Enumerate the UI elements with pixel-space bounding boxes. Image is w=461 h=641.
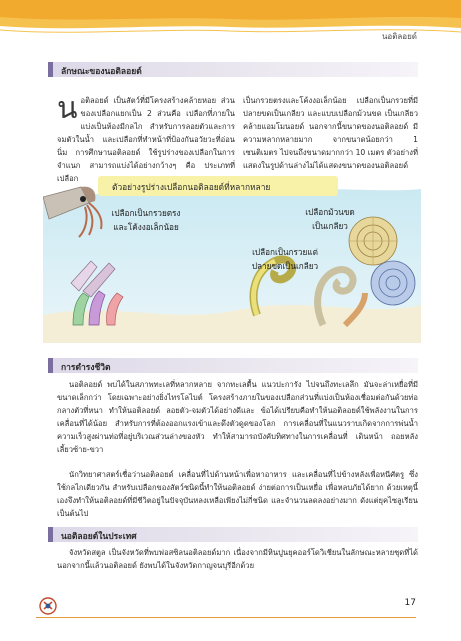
section-title-lifestyle: การดำรงชีวิต [61, 363, 111, 373]
page-number: 17 [404, 598, 416, 608]
features-col1-text: อติลอยด์ เป็นสัตว์ที่มีโครงสร้างคล้ายหอย ส่วนของเปลือกแยกเป็น 2 ส่วนคือ เปลือกที่ภายในแบ่งเป็นห้องมีกลไก สำหรับการลอยตัวและการจมตัวในน้ำ และเปลือกที่ทำหน้าที่ป้องกันอวัยวะที่อ่อนนิ่ม การศึกษานอติลอยด์ ใช้รูปร่างของเปลือกในการจำแนก สามารถแบ่งได้อย่างกว้างๆ คือ ประเภทที่เปลือก [57, 96, 235, 183]
paragraph-features-col1 [57, 91, 235, 185]
section-title-thailand: นอติลอยด์ในประเทศ [61, 532, 137, 542]
section-title-features: ลักษณะของนอติลอยด์ [61, 67, 142, 77]
banner-text: ตัวอย่างรูปร่างเปลือกนอติลอยด์ที่หลากหลาย [112, 182, 271, 192]
paragraph-thailand: จังหวัดสตูล เป็นจังหวัดที่พบฟอสซิลนอติลอยด์มาก เนื่องจากมีหินปูนยุคออร์โดวิเชียนในลักษณะหลายชุดที่ได้ นอกจากนี้แล้วนอติลอยด์ ยังพบได้ในจังหวัดกาญจนบุรีอีกด้วย [57, 548, 418, 570]
section-bar-lifestyle [48, 358, 418, 373]
caption-cone-shell [240, 245, 330, 273]
nautiloid-illustration [43, 175, 421, 343]
caption-coiled-line2: เป็นเกลียว [312, 221, 348, 231]
caption-cone-line1: เปลือกเป็นกรวยแต่ [252, 247, 318, 257]
caption-coiled-line1: เปลือกม้วนขด [305, 207, 355, 217]
caption-coiled-shell [290, 205, 370, 233]
caption-straight-line1: เปลือกเป็นกรวยตรง [111, 208, 181, 218]
section-bar-features [48, 62, 418, 77]
paragraph-lifestyle-2: นักวิทยาศาสตร์เชื่อว่านอติลอยด์ เคลื่อนที่ไปด้านหน้าเพื่อหาอาหาร และเคลื่อนที่ไปข้างหลังเพื่อหนีศัตรู ซึ่งใช้กลไกเดียวกัน สำหรับเปลือกของสัตว์ชนิดนี้ทำให้นอติลอยด์ ง่ายต่อการเป็นเหยื่อ เพื่อหลบภัยได้ยาก ด้วยเหตุนี้เองจึงทำให้นอติลอยด์ที่มีชีวิตอยู่ในปัจจุบันหลงเหลือเพียงไม่กี่ชนิด และจำนวนลดลงอย่างมาก ดังแต่ยุคไซลูเรียนเป็นต้นไป [57, 470, 418, 518]
section-bar-thailand [48, 527, 418, 542]
section-accent [48, 358, 53, 373]
paragraph-lifestyle-1: นอติลอยด์ พบได้ในสภาพทะเลที่หลากหลาย จากทะเลตื้น แนวปะการัง ไปจนถึงทะเลลึก มันจะล่าเหยื่อที่มีขนาดเล็กกว่า โดยเฉพาะอย่างยิ่งไทรโลไบต์ โครงสร้างภายในของเปลือกส่วนที่แบ่งเป็นห้องเชื่อมต่อกันด้วยท่อกลางตัวที่หนา ทำให้นอติลอยด์ ลอยตัว-จมตัวได้อย่างดีและ ข้อได้เปรียบคือทำให้นอติลอยด์ใช้พลังงานในการเคลื่อนที่ได้น้อย สำหรับการที่ต้องออกแรงเข้าและดึงตัวดูดของโลก การเคลื่อนที่ในแนวราบเกิดจากการพ่นน้ำความเร็วสูงผ่านท่อที่อยู่บริเวณส่วนล่างของหัว ทำให้สามารถบังคับทิศทางในการเคลื่อนที่ เดินหน้า ถอยหลัง เลี้ยวซ้าย-ขวา [57, 380, 418, 454]
caption-straight-line2: และโค้งงอเล็กน้อย [113, 222, 179, 232]
paragraph-features-col2: เป็นกรวยตรงและโค้งงอเล็กน้อย เปลือกเป็นกรวยที่มีปลายขดเป็นเกลียว และแบบเปลือกม้วนขด เป็นเกลียวคล้ายแอมโมนอยด์ นอกจากนี้ขนาดของนอติลอยด์ มีความหลากหลายมาก จากขนาดน้อยกว่า 1 เซนติเมตร ไปจนถึงขนาดมากกว่า 10 เมตร ตัวอย่างที่แสดงในรูปด้านล่างไม่ได้แสดงขนาดของนอติลอยด์ [243, 96, 418, 170]
museum-logo-icon [39, 597, 57, 615]
header-label: นอติลอยด์ [381, 32, 417, 41]
section-accent [48, 527, 53, 542]
dropcap: น [57, 91, 78, 126]
footer-divider [36, 617, 416, 618]
caption-cone-line2: ปลายขดเป็นเกลียว [251, 261, 319, 271]
section-accent [48, 62, 53, 77]
illustration-banner [98, 176, 338, 196]
caption-straight-shell [96, 206, 196, 234]
